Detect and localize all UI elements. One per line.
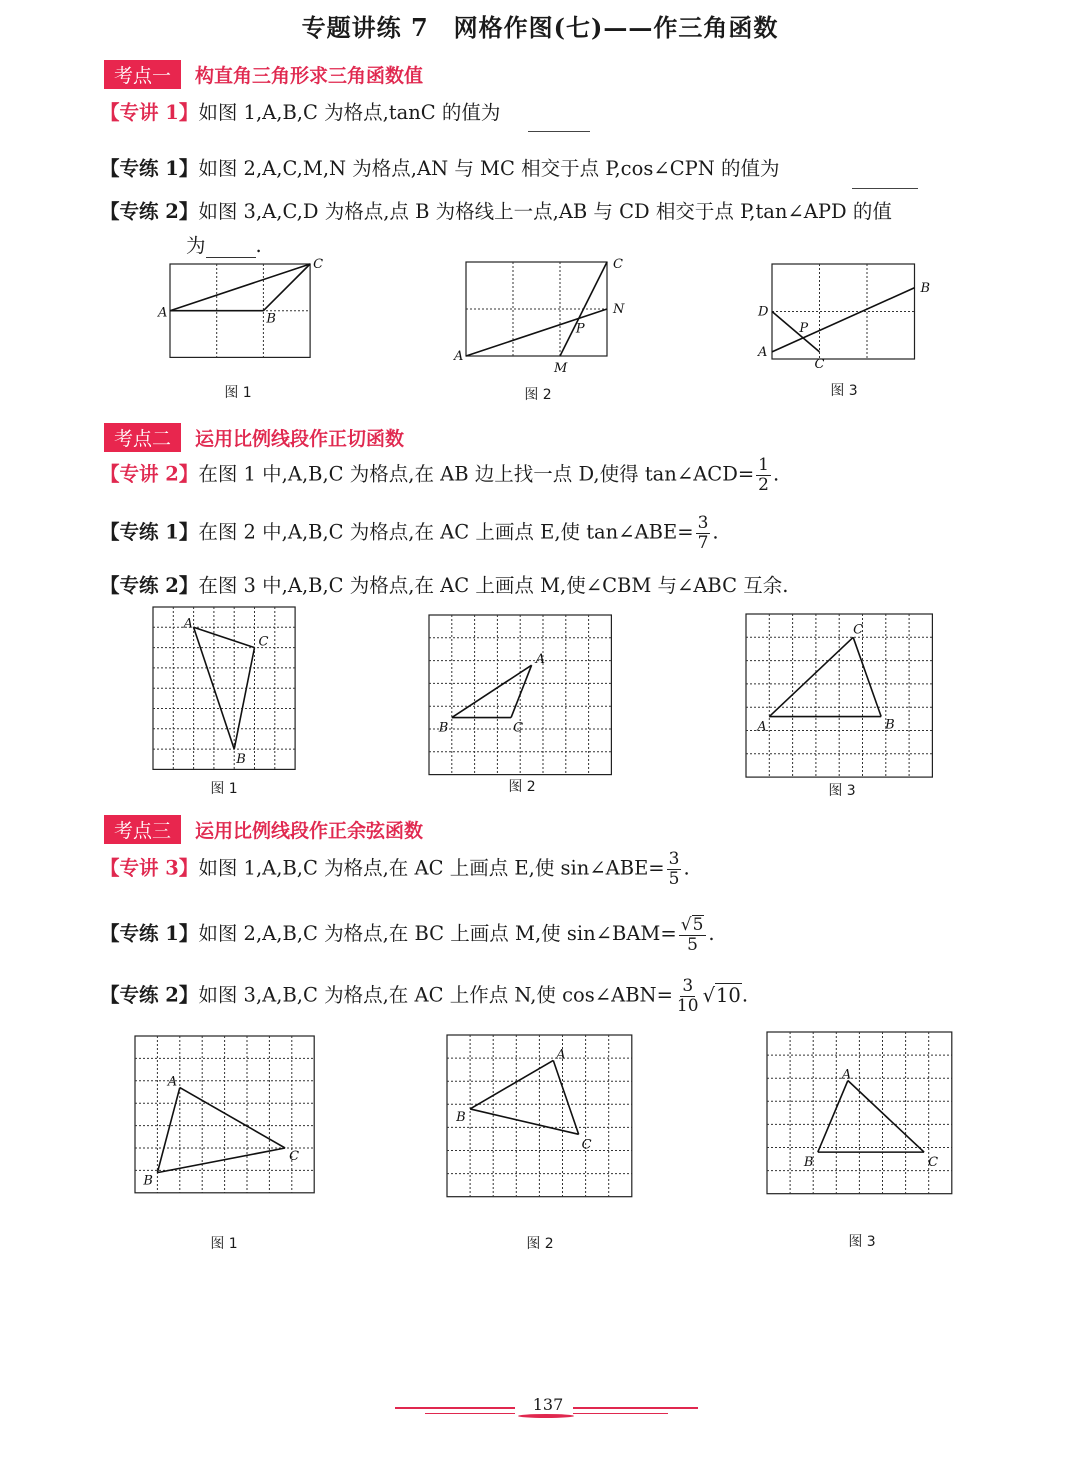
s2-fig2-label-B: B bbox=[438, 720, 449, 736]
s1-q3-period: . bbox=[255, 234, 262, 257]
s2-question-2 bbox=[100, 514, 719, 552]
s2-fig1-segment-AC bbox=[194, 627, 255, 647]
s1-q2-text: 如图 2,A,C,M,N 为格点,AN 与 MC 相交于点 P,cos∠CPN 的值为 bbox=[198, 157, 780, 180]
s2-fig1-segment-CB bbox=[234, 648, 254, 750]
s1-q3-label: 【专练 2】 bbox=[100, 200, 199, 223]
s2-fig1-label-A: A bbox=[183, 616, 193, 632]
s3-fig2-label-C: C bbox=[581, 1137, 592, 1153]
s2-q2-den: 7 bbox=[697, 532, 709, 553]
s3-caption-2: 图 2 bbox=[526, 1236, 554, 1252]
s2-fig1-label-B: B bbox=[236, 752, 246, 768]
s1-q1-label: 【专讲 1】 bbox=[100, 101, 199, 124]
s3-q3-num: 3 bbox=[682, 976, 694, 996]
s1-fig2-label-M: M bbox=[554, 361, 568, 376]
s1-caption-3: 图 3 bbox=[830, 383, 858, 399]
s3-q2-end: . bbox=[708, 922, 715, 946]
section-1-tag: 考点一 bbox=[104, 60, 181, 89]
s2-fig2-segment-CA bbox=[511, 665, 532, 717]
s2-question-1 bbox=[100, 456, 779, 494]
s1-fig1-label-C: C bbox=[313, 257, 324, 272]
s2-q2-label: 【专练 1】 bbox=[100, 520, 199, 544]
s2-caption-3: 图 3 bbox=[828, 783, 856, 799]
s1-fig3-label-D: D bbox=[758, 304, 769, 320]
s3-q3-radicand: 10 bbox=[716, 983, 741, 1007]
s3-fig2-label-B: B bbox=[456, 1109, 466, 1125]
s3-q1-num: 3 bbox=[668, 849, 680, 869]
s2-q1-num: 1 bbox=[758, 455, 769, 475]
s2-q2-fraction bbox=[696, 514, 711, 552]
s3-q2-text: 如图 2,A,B,C 为格点,在 BC 上画点 M,使 sin∠BAM= bbox=[198, 922, 677, 946]
footer-rule-right-2 bbox=[573, 1413, 668, 1414]
s2-fig2-segment-AB bbox=[452, 665, 532, 717]
s2-fig3-segment-CB bbox=[853, 637, 881, 716]
s1-fig2-label-N: N bbox=[613, 302, 625, 317]
s1-fig3-label-C: C bbox=[814, 356, 825, 372]
page-number: 137 bbox=[532, 1395, 564, 1414]
s3-q3-sqrt: √ 10 bbox=[702, 983, 741, 1007]
s3-q2-sqrt: √ 5 bbox=[680, 915, 704, 935]
s1-fig3-label-B: B bbox=[920, 280, 931, 296]
s1-q3-text: 如图 3,A,C,D 为格点,点 B 为格线上一点,AB 与 CD 相交于点 P,tan∠APD 的值 bbox=[198, 200, 892, 223]
footer-rule-left-2 bbox=[425, 1413, 515, 1414]
s1-fig3-segment-AB bbox=[772, 288, 915, 352]
s1-q1-text: 如图 1,A,B,C 为格点,tanC 的值为 bbox=[198, 101, 501, 124]
s3-fig1-label-B: B bbox=[143, 1173, 153, 1189]
page-title: 专题讲练 7 网格作图(七)——作三角函数 bbox=[301, 13, 779, 42]
s2-q3-label: 【专练 2】 bbox=[100, 574, 199, 597]
footer-rule-right bbox=[573, 1407, 698, 1409]
s3-question-3 bbox=[100, 977, 748, 1015]
s3-fig2-label-A: A bbox=[556, 1047, 566, 1063]
s1-q3-text2: 为 bbox=[186, 234, 206, 257]
section-3-header bbox=[104, 815, 423, 844]
section-2-tag: 考点二 bbox=[104, 423, 181, 452]
section-1-title: 构直角三角形求三角函数值 bbox=[195, 65, 424, 87]
s3-caption-3: 图 3 bbox=[848, 1234, 876, 1250]
s3-q2-den: 5 bbox=[687, 934, 698, 955]
s3-q2-fraction bbox=[679, 915, 707, 954]
s1-caption-1: 图 1 bbox=[224, 385, 252, 401]
s3-q3-label: 【专练 2】 bbox=[100, 983, 199, 1007]
s2-fig3-label-C: C bbox=[853, 622, 864, 638]
section-2-header bbox=[104, 423, 404, 452]
s3-fig3-label-C: C bbox=[928, 1155, 939, 1171]
s3-fig1-label-C: C bbox=[289, 1149, 300, 1164]
s3-fig3-label-A: A bbox=[841, 1067, 852, 1083]
s3-q2-num bbox=[679, 915, 707, 936]
s1-fig2-label-A: A bbox=[454, 349, 464, 364]
s1-fig3-label-A: A bbox=[758, 344, 768, 360]
s2-q2-num: 3 bbox=[697, 513, 709, 533]
s3-fig1-segment-CB bbox=[157, 1148, 285, 1173]
s2-q1-fraction bbox=[756, 456, 771, 494]
s2-q1-label: 【专讲 2】 bbox=[100, 462, 199, 486]
s3-q1-label: 【专讲 3】 bbox=[100, 856, 199, 880]
s2-fig2-label-A: A bbox=[535, 652, 545, 668]
s1-fig2-label-P: P bbox=[575, 321, 585, 337]
s2-q2-end: . bbox=[712, 520, 719, 544]
s3-q3-end: . bbox=[741, 983, 749, 1007]
s3-q1-end: . bbox=[683, 856, 690, 880]
s3-q3-fraction bbox=[675, 977, 701, 1015]
s3-question-2 bbox=[100, 915, 715, 954]
section-2-title: 运用比例线段作正切函数 bbox=[195, 428, 405, 450]
page-number-ornament bbox=[518, 1414, 574, 1418]
s2-question-3 bbox=[100, 570, 788, 598]
section-3-tag: 考点三 bbox=[104, 815, 181, 844]
s3-q1-den: 5 bbox=[668, 868, 680, 889]
s3-q1-text: 如图 1,A,B,C 为格点,在 AC 上画点 E,使 sin∠ABE= bbox=[198, 856, 665, 880]
s2-caption-1: 图 1 bbox=[210, 781, 238, 797]
s2-q1-text: 在图 1 中,A,B,C 为格点,在 AB 边上找一点 D,使得 tan∠ACD= bbox=[198, 462, 755, 486]
s1-fig3-label-P: P bbox=[799, 321, 809, 337]
s2-q3-text: 在图 3 中,A,B,C 为格点,在 AC 上画点 M,使∠CBM 与∠ABC 互余. bbox=[198, 574, 789, 597]
s3-q3-text: 如图 3,A,B,C 为格点,在 AC 上作点 N,使 cos∠ABN= bbox=[198, 983, 673, 1007]
section-3-title: 运用比例线段作正余弦函数 bbox=[195, 820, 424, 842]
s3-fig1-label-A: A bbox=[167, 1074, 178, 1090]
s2-caption-2: 图 2 bbox=[508, 779, 536, 795]
footer-rule-left bbox=[395, 1407, 515, 1409]
s1-fig2-segment-AN bbox=[466, 309, 607, 356]
s3-q2-radicand: 5 bbox=[692, 915, 704, 935]
s1-fig1-label-B: B bbox=[266, 311, 276, 327]
s1-q2-label: 【专练 1】 bbox=[100, 157, 199, 180]
s2-fig3-label-A: A bbox=[757, 719, 767, 735]
s2-fig1-segment-BA bbox=[194, 627, 235, 749]
s3-fig2-segment-AB bbox=[470, 1060, 553, 1109]
s2-fig1-label-C: C bbox=[258, 634, 269, 650]
s3-q1-fraction bbox=[667, 850, 682, 888]
s3-fig1-segment-BA bbox=[157, 1088, 179, 1173]
s3-caption-1: 图 1 bbox=[210, 1236, 238, 1252]
s3-fig3-label-B: B bbox=[803, 1155, 814, 1171]
s2-q2-text: 在图 2 中,A,B,C 为格点,在 AC 上画点 E,使 tan∠ABE= bbox=[198, 520, 694, 544]
s1-fig1-label-A: A bbox=[158, 305, 168, 321]
s2-q1-end: . bbox=[773, 462, 780, 486]
s3-fig3-segment-AB bbox=[818, 1081, 848, 1153]
s2-q1-den: 2 bbox=[758, 474, 769, 495]
s1-fig3-segment-DC bbox=[772, 312, 820, 352]
s1-fig1-segment-AC bbox=[170, 264, 310, 311]
s2-fig2-label-C: C bbox=[513, 720, 524, 736]
s3-fig2-segment-CA bbox=[553, 1060, 578, 1134]
s2-fig3-label-B: B bbox=[885, 717, 895, 733]
s3-q2-label: 【专练 1】 bbox=[100, 922, 199, 946]
s2-fig3-segment-AC bbox=[769, 637, 853, 716]
s1-caption-2: 图 2 bbox=[524, 387, 552, 403]
s3-q3-den: 10 bbox=[676, 995, 699, 1016]
s1-fig2-label-C: C bbox=[613, 257, 623, 272]
s3-question-1 bbox=[100, 850, 690, 888]
